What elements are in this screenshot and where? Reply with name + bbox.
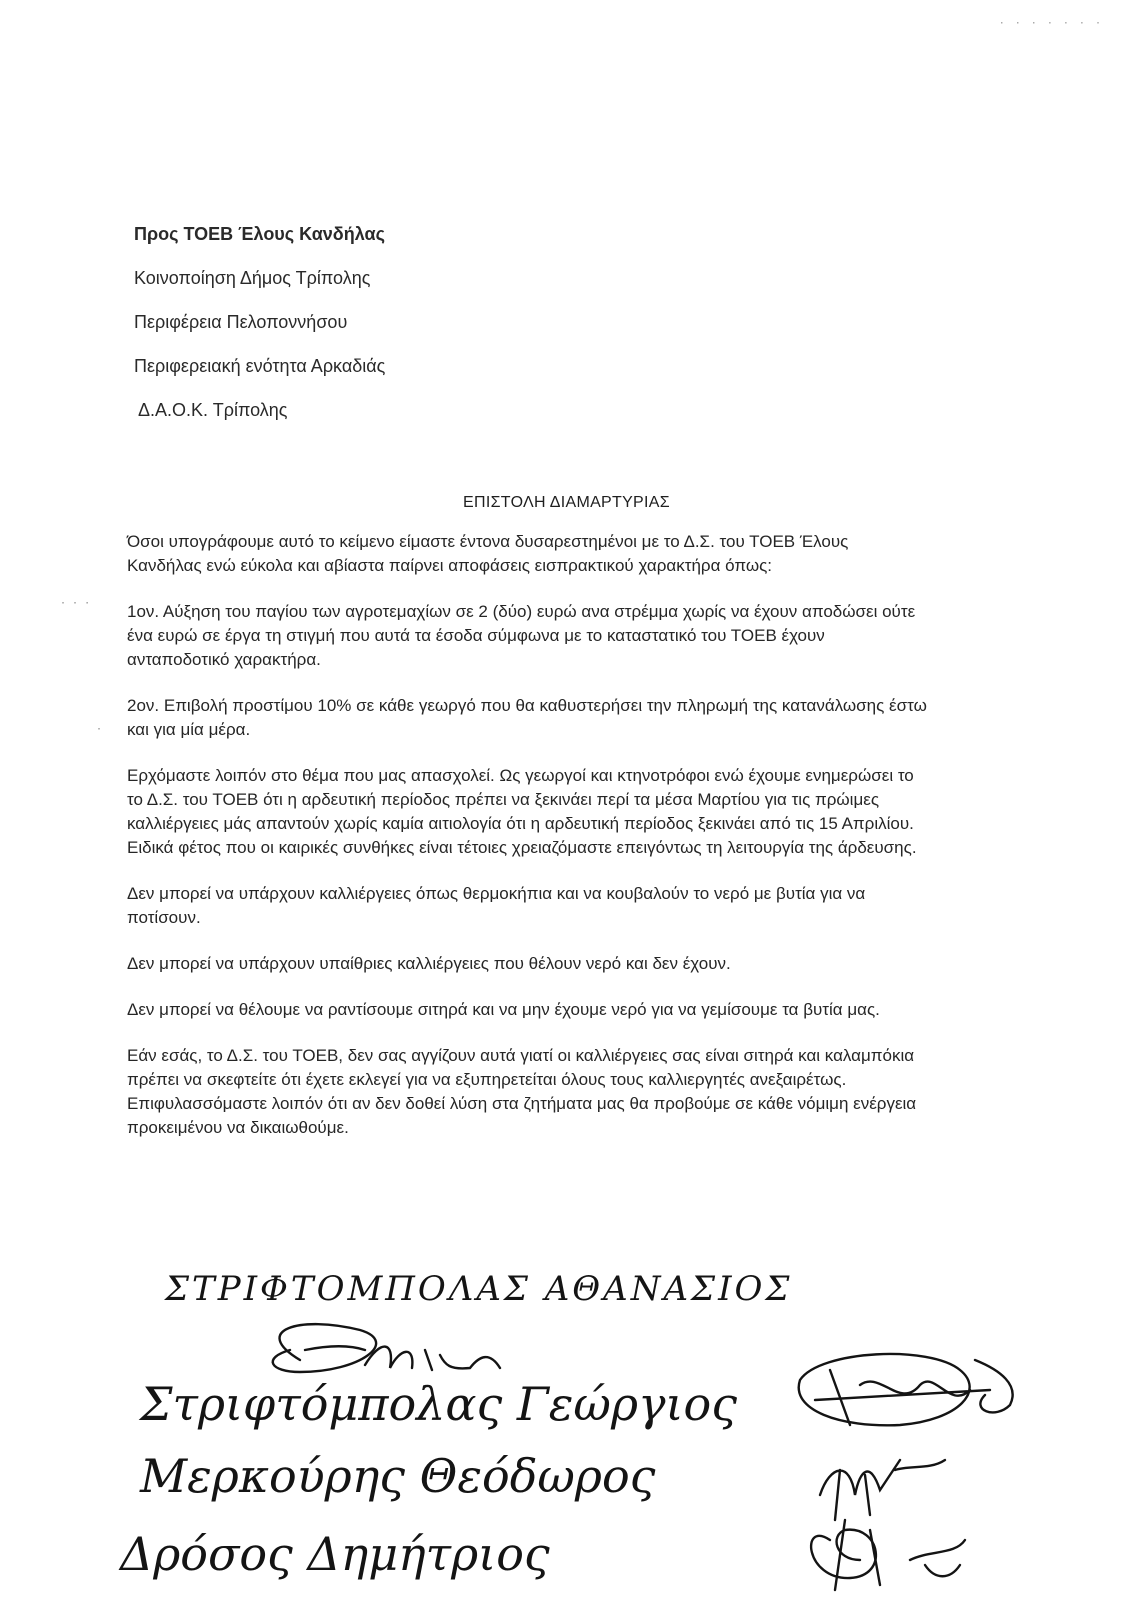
paragraph: 2ον. Επιβολή προστίμου 10% σε κάθε γεωργό που θα καθυστερήσει την πληρωμή της κατανάλωσης έστω και για μία μέρα. [127, 696, 927, 739]
paragraph: Δεν μπορεί να υπάρχουν καλλιέργειες όπως θερμοκήπια και να κουβαλούν το νερό με βυτία για να ποτίσουν. [127, 884, 866, 927]
paragraph: Δεν μπορεί να θέλουμε να ραντίσουμε σιτηρά και να μην έχουμε νερό για να γεμίσουμε τα βυτία μας. [127, 1000, 880, 1019]
paragraph: Ερχόμαστε λοιπόν στο θέμα που μας απασχολεί. Ως γεωργοί και κτηνοτρόφοι ενώ έχουμε ενημερώσει το το Δ.Σ. του ΤΟΕΒ ότι η αρδευτική περίοδος πρέπει να ξεκινάει περί τα μέσα Μαρτίου για τις πρώιμες καλλιέργειες μάς απαντούν χωρίς καμία αιτιολογία ότι η αρδευτική περίοδος ξεκινάει από τις 15 Απριλίου. Ειδικά φέτος που οι καιρικές συνθήκες είναι τέτοιες χρειαζόμαστε επειγόντως τη λειτουργία της άρδευσης. [127, 766, 917, 857]
signature-scribble-3 [820, 1460, 945, 1520]
recipient-line: Κοινοποίηση Δήμος Τρίπολης [134, 268, 371, 288]
paragraph: 1ον. Αύξηση του παγίου των αγροτεμαχίων σε 2 (δύο) ευρώ ανα στρέμμα χωρίς να έχουν αποδώσει ούτε ένα ευρώ σε έργα τη στιγμή που αυτά τα έσοδα σύμφωνα με το καταστατικό του ΤΟΕΒ έχουν ανταποδοτικό χαρακτήρα. [127, 602, 916, 669]
recipient-line: Προς ΤΟΕΒ Έλους Κανδήλας [134, 224, 385, 244]
scan-artifact-dots: · · · · · · · [998, 18, 1103, 29]
recipient-line: Δ.Α.Ο.Κ. Τρίπολης [138, 400, 288, 420]
signature-scribble-4 [811, 1520, 965, 1590]
handwritten-name: Μερκούρης Θεόδωρος [140, 1449, 656, 1503]
signatures-svg [0, 1260, 1133, 1600]
paragraph: Εάν εσάς, το Δ.Σ. του ΤΟΕΒ, δεν σας αγγίζουν αυτά γιατί οι καλλιέργειες σας είναι σιτηρά και καλαμπόκια πρέπει να σκεφτείτε ότι έχετε εκλεγεί για να εξυπηρετείται όλους τους καλλιεργητές ανεξαιρέτως. Επιφυλασσόμαστε λοιπόν ότι αν δεν δοθεί λύση στα ζητήματα μας θα προβούμε σε κάθε νόμιμη ενέργεια προκειμένου να δικαιωθούμε. [127, 1046, 917, 1137]
signature-scribble-2 [799, 1354, 1013, 1425]
signatures-block [0, 1260, 1133, 1600]
signature-scribble-1 [273, 1324, 500, 1372]
scan-artifact-mark: · · · [60, 598, 91, 609]
document-title: ΕΠΙΣΤΟΛΗ ΔΙΑΜΑΡΤΥΡΙΑΣ [463, 494, 670, 511]
recipients-block [134, 222, 734, 442]
recipient-line: Περιφέρεια Πελοποννήσου [134, 312, 348, 332]
handwritten-name: ΣΤΡΙΦΤΟΜΠΟΛΑΣ ΑΘΑΝΑΣΙΟΣ [165, 1269, 793, 1309]
recipient-line: Περιφερειακή ενότητα Αρκαδιάς [134, 356, 386, 376]
paragraph: Όσοι υπογράφουμε αυτό το κείμενο είμαστε έντονα δυσαρεστημένοι με το Δ.Σ. του ΤΟΕΒ Έλους Κανδήλας ενώ εύκολα και αβίαστα παίρνει αποφάσεις εισπρακτικού χαρακτήρα όπως: [127, 532, 849, 575]
handwritten-name: Στριφτόμπολας Γεώργιος [140, 1377, 737, 1431]
handwritten-name: Δρόσος Δημήτριος [120, 1527, 550, 1581]
letter-body [127, 530, 927, 1162]
scan-artifact-mark: · [96, 724, 103, 735]
paragraph: Δεν μπορεί να υπάρχουν υπαίθριες καλλιέργειες που θέλουν νερό και δεν έχουν. [127, 954, 731, 973]
